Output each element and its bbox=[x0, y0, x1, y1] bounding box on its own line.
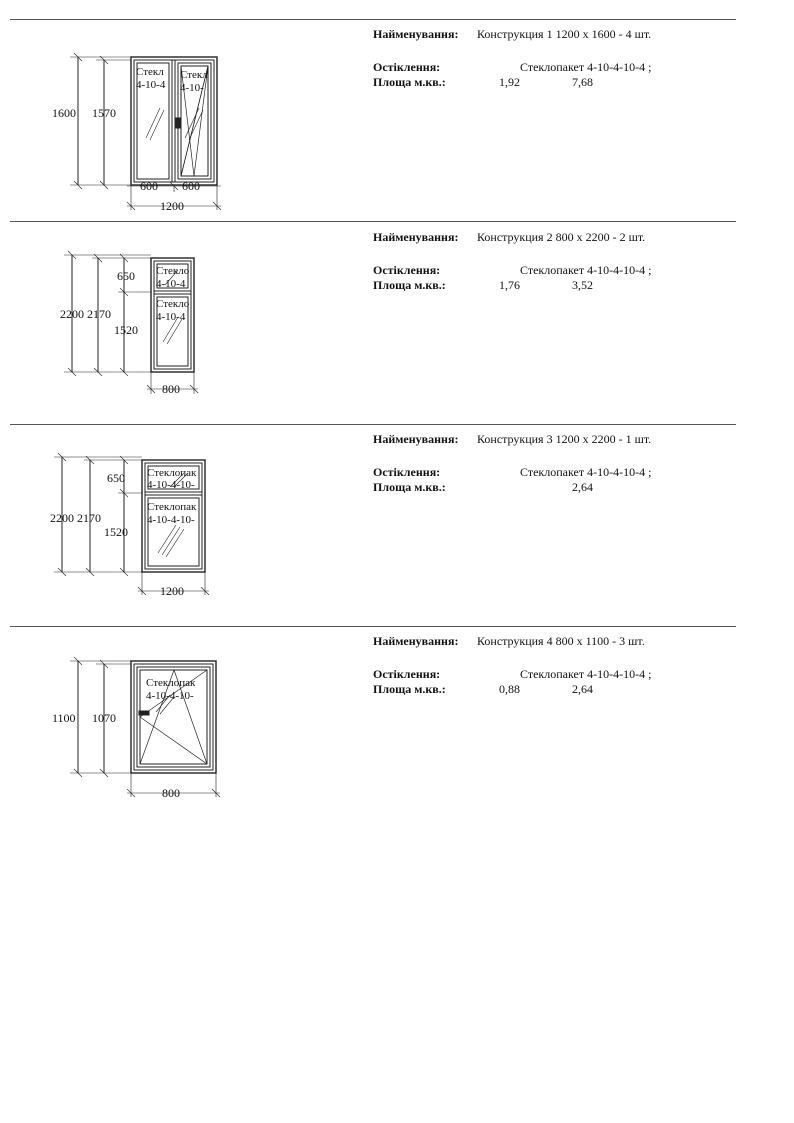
window-drawing-3-svg bbox=[0, 425, 360, 627]
dim-w-part: 600 bbox=[140, 179, 158, 193]
glass-label: 4-10-4 bbox=[156, 278, 186, 290]
window-drawing-3 bbox=[0, 425, 360, 627]
glass-label: 4-10-4-10- bbox=[146, 690, 194, 702]
construction-title: Конструкция 3 1200 x 2200 - 1 шт. bbox=[477, 432, 652, 446]
name-label: Найменування: bbox=[373, 230, 459, 244]
dim-h-outer: 1100 bbox=[52, 711, 76, 725]
glass-label: Стекло bbox=[156, 265, 190, 277]
glazing-value: Стеклопакет 4-10-4-10-4 ; bbox=[520, 60, 652, 74]
area-total-value: 3,52 bbox=[572, 278, 593, 292]
window-drawing-2 bbox=[0, 222, 360, 424]
glazing-value: Стеклопакет 4-10-4-10-4 ; bbox=[520, 465, 652, 479]
dim-h-inner: 1070 bbox=[92, 711, 116, 725]
name-label: Найменування: bbox=[373, 27, 459, 41]
area-label: Площа м.кв.: bbox=[373, 682, 446, 696]
area-total-value: 2,64 bbox=[572, 682, 593, 696]
glass-label: 4-10-4-10- bbox=[147, 479, 195, 491]
glass-label: Стекл bbox=[180, 69, 208, 81]
dim-w-total: 1200 bbox=[160, 199, 184, 213]
glass-label: 4-10- bbox=[180, 82, 204, 94]
window-drawing-4 bbox=[0, 627, 360, 829]
construction-title: Конструкция 4 800 x 1100 - 3 шт. bbox=[477, 634, 645, 648]
glazing-value: Стеклопакет 4-10-4-10-4 ; bbox=[520, 667, 652, 681]
window-drawing-2-svg bbox=[0, 222, 360, 424]
glass-label: 4-10-4 bbox=[136, 79, 166, 91]
name-label: Найменування: bbox=[373, 634, 459, 648]
area-label: Площа м.кв.: bbox=[373, 75, 446, 89]
glass-label: Стеклопак bbox=[147, 467, 197, 479]
glass-label: 4-10-4 bbox=[156, 311, 186, 323]
glass-label: 4-10-4-10- bbox=[147, 514, 195, 526]
dim-w-total: 800 bbox=[162, 382, 180, 396]
glass-label: Стекл bbox=[136, 66, 164, 78]
dim-h-outer: 2200 bbox=[60, 307, 84, 321]
dim-h-outer: 2200 bbox=[50, 511, 74, 525]
dim-w-total: 1200 bbox=[160, 584, 184, 598]
area-label: Площа м.кв.: bbox=[373, 480, 446, 494]
window-drawing-1 bbox=[0, 20, 360, 222]
window-drawing-1-svg bbox=[0, 20, 360, 222]
dim-h-outer: 1600 bbox=[52, 106, 76, 120]
area-unit-value: 0,88 bbox=[499, 682, 520, 696]
dim-w-part: 600 bbox=[182, 179, 200, 193]
area-unit-value: 1,92 bbox=[499, 75, 520, 89]
glazing-label: Остіклення: bbox=[373, 667, 441, 681]
dim-h-inner: 2170 bbox=[77, 511, 101, 525]
area-label: Площа м.кв.: bbox=[373, 278, 446, 292]
window-drawing-4-svg bbox=[0, 627, 360, 829]
glazing-label: Остіклення: bbox=[373, 465, 441, 479]
construction-title: Конструкция 2 800 x 2200 - 2 шт. bbox=[477, 230, 646, 244]
name-label: Найменування: bbox=[373, 432, 459, 446]
glass-label: Стеклопак bbox=[146, 677, 196, 689]
dim-h-inner: 2170 bbox=[87, 307, 111, 321]
glazing-label: Остіклення: bbox=[373, 263, 441, 277]
dim-h-inner: 1570 bbox=[92, 106, 116, 120]
construction-title: Конструкция 1 1200 x 1600 - 4 шт. bbox=[477, 27, 652, 41]
glazing-label: Остіклення: bbox=[373, 60, 441, 74]
glass-label: Стеклопак bbox=[147, 501, 197, 513]
dim-h-top: 650 bbox=[107, 471, 125, 485]
dim-h-top: 650 bbox=[117, 269, 135, 283]
dim-h-bottom: 1520 bbox=[114, 323, 138, 337]
area-total-value: 2,64 bbox=[572, 480, 593, 494]
glazing-value: Стеклопакет 4-10-4-10-4 ; bbox=[520, 263, 652, 277]
area-total-value: 7,68 bbox=[572, 75, 593, 89]
dim-w-total: 800 bbox=[162, 786, 180, 800]
dim-h-bottom: 1520 bbox=[104, 525, 128, 539]
glass-label: Стекло bbox=[156, 298, 190, 310]
area-unit-value: 1,76 bbox=[499, 278, 520, 292]
